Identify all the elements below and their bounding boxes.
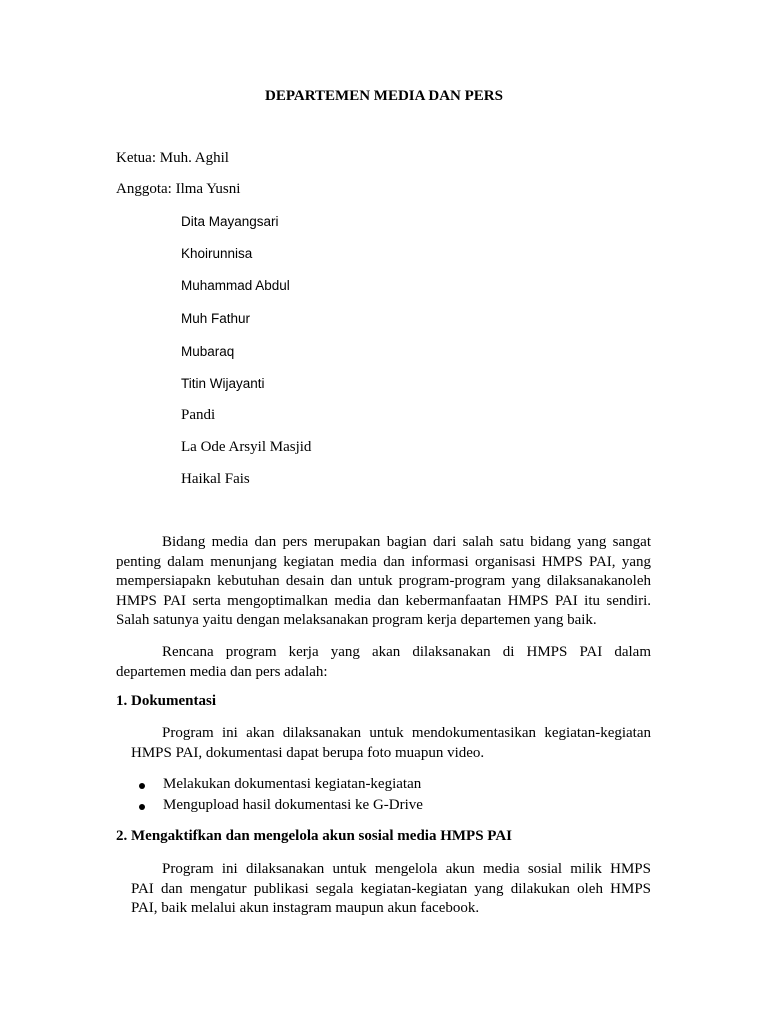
paragraph-line: mempersiapakn kebutuhan desain dan untuk program-program yang dilaksanakanoleh — [116, 573, 651, 589]
bullet-text: Melakukan dokumentasi kegiatan-kegiatan — [163, 776, 422, 792]
bullet-text: Mengupload hasil dokumentasi ke G-Drive — [163, 797, 423, 813]
section-heading-dokumentasi: 1. Dokumentasi — [116, 693, 217, 709]
member-name: Khoirunnisa — [181, 246, 253, 261]
paragraph-line: penting dalam menunjang kegiatan media dan informasi organisasi HMPS PAI, yang — [116, 553, 651, 570]
member-name: Muhammad Abdul — [181, 278, 290, 293]
member-name: Haikal Fais — [181, 471, 250, 487]
paragraph-line: HMPS PAI serta mengoptimalkan media dan kebermanfaatan HMPS PAI itu sendiri. — [116, 592, 651, 609]
paragraph-line: Bidang media dan pers merupakan bagian dari salah satu bidang yang sangat — [162, 534, 651, 550]
document-title: DEPARTEMEN MEDIA DAN PERS — [265, 88, 503, 104]
paragraph-line: HMPS PAI, dokumentasi dapat berupa foto muapun video. — [131, 744, 485, 761]
intro-paragraph — [116, 533, 651, 631]
bullet-dot-icon — [139, 804, 145, 810]
paragraph-line: Salah satunya yaitu dengan melaksanakan program kerja departemen yang baik. — [116, 612, 597, 628]
paragraph-line: PAI dan mengatur publikasi segala kegiatan-kegiatan yang dilakukan oleh HMPS — [131, 880, 651, 897]
member-name: Mubaraq — [181, 344, 235, 359]
plan-paragraph — [116, 643, 651, 682]
paragraph-line: Program ini akan dilaksanakan untuk mendokumentasikan kegiatan-kegiatan — [162, 725, 651, 741]
ketua-line: Ketua: Muh. Aghil — [116, 150, 229, 166]
member-name: Titin Wijayanti — [181, 376, 265, 391]
member-name: Dita Mayangsari — [181, 214, 279, 229]
paragraph-line: PAI, baik melalui akun instagram maupun akun facebook. — [131, 900, 480, 916]
paragraph-line: Rencana program kerja yang akan dilaksanakan di HMPS PAI dalam — [162, 644, 651, 660]
section2-paragraph — [131, 860, 651, 919]
member-name: Muh Fathur — [181, 311, 251, 326]
paragraph-line: Program ini dilaksanakan untuk mengelola akun media sosial milik HMPS — [162, 861, 651, 877]
member-name: La Ode Arsyil Masjid — [181, 439, 312, 455]
member-name: Pandi — [181, 407, 216, 423]
section1-paragraph — [131, 724, 651, 763]
paragraph-line: departemen media dan pers adalah: — [116, 663, 328, 680]
anggota-line: Anggota: Ilma Yusni — [116, 181, 241, 197]
bullet-dot-icon — [139, 783, 145, 789]
section-heading-sosial-media: 2. Mengaktifkan dan mengelola akun sosial media HMPS PAI — [116, 828, 513, 844]
